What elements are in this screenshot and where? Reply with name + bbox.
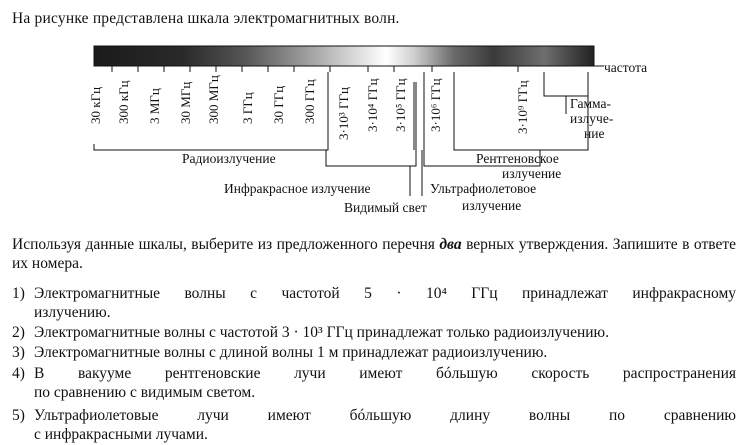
tick-label: 3·10³ ГГц — [336, 87, 351, 140]
tick-label: 30 МГц — [178, 81, 193, 124]
xray-label-2: излучение — [502, 166, 562, 181]
tick-label: 3·10⁹ ГГц — [515, 80, 530, 134]
task-intro-text: Используя данные шкалы, выберите из предложенного перечня — [12, 236, 440, 253]
xray-label: Рентгеновское — [476, 151, 559, 166]
option-text: Электромагнитные волны с частотой 3 · 10³ ГГц принадлежат только радиоизлучению. — [34, 324, 609, 341]
tick-marks — [112, 66, 518, 72]
option-text: Электромагнитные волны с частотой 5 · 10⁴ ГГц принадлежат инфракрасному — [34, 285, 736, 302]
tick-label: 3 ГГц — [240, 92, 255, 124]
tick-label: 3 МГц — [147, 88, 162, 124]
option-number: 5) — [12, 407, 25, 424]
gamma-label: Гамма- — [570, 96, 611, 111]
task-intro-text-2: верных утверждения. Запишите в ответе их номера. — [12, 236, 736, 272]
spectrum-band — [94, 46, 594, 66]
tick-label: 300 ГГц — [302, 79, 317, 124]
radio-label: Радиоизлучение — [182, 151, 276, 166]
visible-label: Видимый свет — [344, 200, 427, 215]
option-text-cont: с инфракрасными лучами. — [34, 426, 208, 443]
tick-label: 3·10⁴ ГГц — [365, 78, 380, 132]
gamma-label-3: ние — [584, 126, 605, 141]
ultraviolet-label: Ультрафиолетовое — [430, 181, 537, 196]
option-number: 3) — [12, 344, 25, 361]
task-intro-emphasis: два — [439, 236, 462, 253]
option-text: Электромагнитные волны с длиной волны 1 м принадлежат радиоизлучению. — [34, 344, 548, 361]
ultraviolet-label-2: излучение — [462, 198, 522, 213]
gamma-label-2: излуче- — [570, 111, 614, 126]
frequency-label: частота — [604, 60, 648, 75]
tick-label: 30 кГц — [88, 86, 103, 124]
page-title: На рисунке представлена шкала электромагнитных волн. — [12, 10, 400, 27]
task-intro — [12, 235, 736, 273]
option-number: 4) — [12, 365, 25, 382]
tick-label: 3·10⁶ ГГц — [428, 78, 443, 132]
option-text: Ультрафиолетовые лучи имеют бóльшую длину волны по сравнению — [34, 407, 736, 424]
option-text-cont: излучению. — [34, 304, 111, 321]
tick-label: 300 кГц — [116, 80, 131, 124]
tick-labels — [88, 75, 530, 140]
option-text: В вакууме рентгеновские лучи имеют бóльшую скорость распространения — [34, 365, 736, 382]
tick-label: 300 МГц — [206, 75, 221, 124]
tick-label: 30 ГГц — [271, 85, 286, 124]
infrared-label: Инфракрасное излучение — [224, 181, 371, 196]
tick-label: 3·10⁵ ГГц — [393, 78, 408, 132]
option-number: 2) — [12, 324, 25, 341]
option-number: 1) — [12, 285, 25, 302]
option-text-cont: по сравнению с видимым светом. — [34, 384, 256, 401]
